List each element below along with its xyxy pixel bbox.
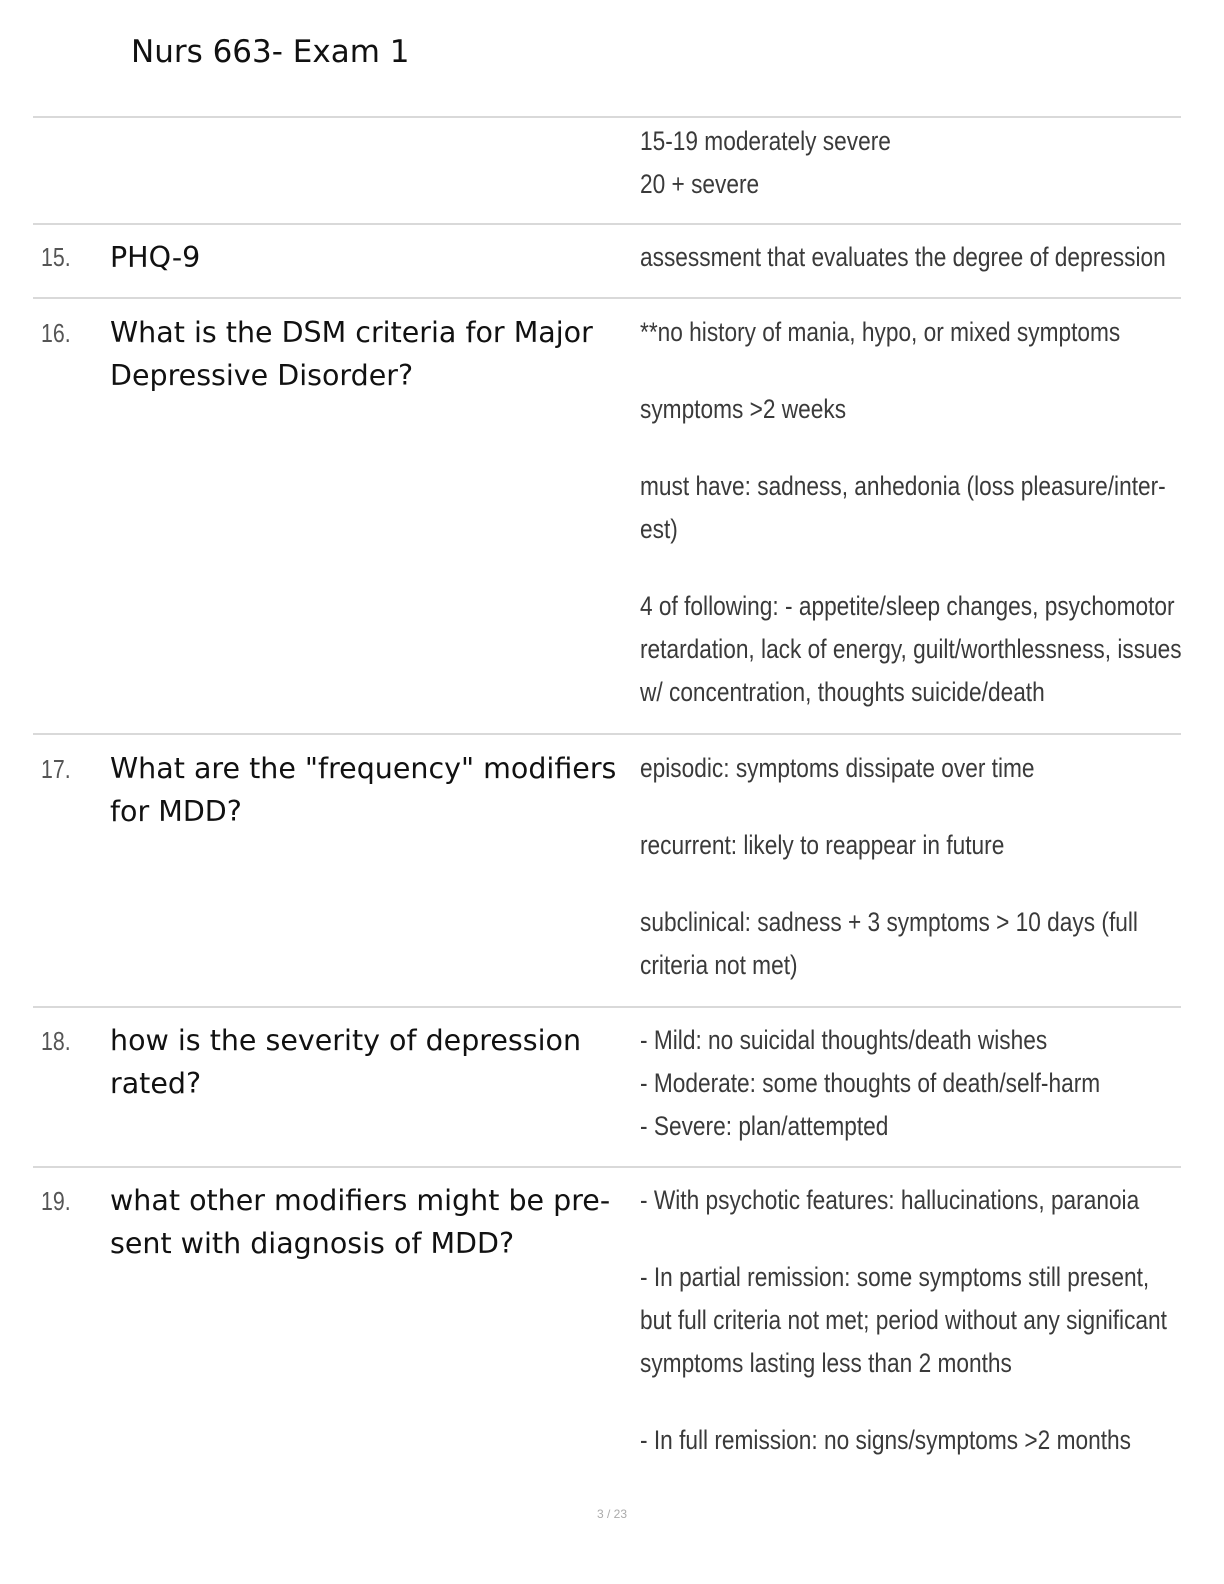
card-answer: [640, 1019, 1100, 1148]
card-answer: [640, 236, 1166, 279]
answer-line: - In full remission: no signs/symptoms >2 months: [640, 1425, 1131, 1455]
divider: [33, 223, 1181, 225]
continued-answer: [640, 120, 891, 206]
divider: [33, 297, 1181, 299]
question-line: What are the "frequency" modifiers: [110, 752, 617, 785]
answer-line: symptoms >2 weeks: [640, 394, 847, 424]
question-line: rated?: [110, 1067, 202, 1100]
card-number: 19.: [41, 1186, 71, 1216]
question-line: PHQ-9: [110, 241, 201, 274]
card-question: [110, 1019, 640, 1105]
question-line: how is the severity of depression: [110, 1024, 582, 1057]
question-line: what other modifiers might be pre-: [110, 1184, 611, 1217]
answer-line: episodic: symptoms dissipate over time: [640, 753, 1035, 783]
divider: [33, 116, 1181, 118]
card-number: 18.: [41, 1026, 71, 1056]
divider: [33, 733, 1181, 735]
card-question: [110, 311, 640, 397]
answer-line: 20 + severe: [640, 169, 760, 199]
answer-line: 4 of following: - appetite/sleep changes, psychomotor: [640, 591, 1175, 621]
answer-line: est): [640, 514, 678, 544]
card-answer: [640, 311, 1182, 714]
answer-line: - With psychotic features: hallucinations, paranoia: [640, 1185, 1140, 1215]
answer-line: subclinical: sadness + 3 symptoms > 10 days (full: [640, 907, 1138, 937]
answer-line: but full criteria not met; period without any significant: [640, 1305, 1167, 1335]
answer-line: retardation, lack of energy, guilt/worthlessness, issues: [640, 634, 1182, 664]
page-number: 3 / 23: [596, 1507, 628, 1521]
answer-line: w/ concentration, thoughts suicide/death: [640, 677, 1045, 707]
answer-line: 15-19 moderately severe: [640, 126, 891, 156]
document-title: Nurs 663- Exam 1: [131, 34, 410, 70]
answer-line: criteria not met): [640, 950, 798, 980]
answer-line: - Mild: no suicidal thoughts/death wishes: [640, 1025, 1048, 1055]
card-number: 15.: [41, 242, 71, 272]
answer-line: **no history of mania, hypo, or mixed symptoms: [640, 317, 1121, 347]
answer-line: recurrent: likely to reappear in future: [640, 830, 1005, 860]
card-answer: [640, 747, 1138, 987]
card-answer: [640, 1179, 1167, 1462]
card-question: [110, 747, 640, 833]
answer-line: - Moderate: some thoughts of death/self-harm: [640, 1068, 1101, 1098]
question-line: sent with diagnosis of MDD?: [110, 1227, 515, 1260]
answer-line: assessment that evaluates the degree of depression: [640, 242, 1166, 272]
answer-line: symptoms lasting less than 2 months: [640, 1348, 1012, 1378]
divider: [33, 1166, 1181, 1168]
divider: [33, 1006, 1181, 1008]
question-line: Depressive Disorder?: [110, 359, 414, 392]
answer-line: must have: sadness, anhedonia (loss pleasure/inter-: [640, 471, 1166, 501]
question-line: for MDD?: [110, 795, 242, 828]
answer-line: - In partial remission: some symptoms still present,: [640, 1262, 1150, 1292]
answer-line: - Severe: plan/attempted: [640, 1111, 889, 1141]
card-question: [110, 236, 640, 279]
card-number: 16.: [41, 318, 71, 348]
card-question: [110, 1179, 640, 1265]
card-number: 17.: [41, 754, 71, 784]
question-line: What is the DSM criteria for Major: [110, 316, 593, 349]
